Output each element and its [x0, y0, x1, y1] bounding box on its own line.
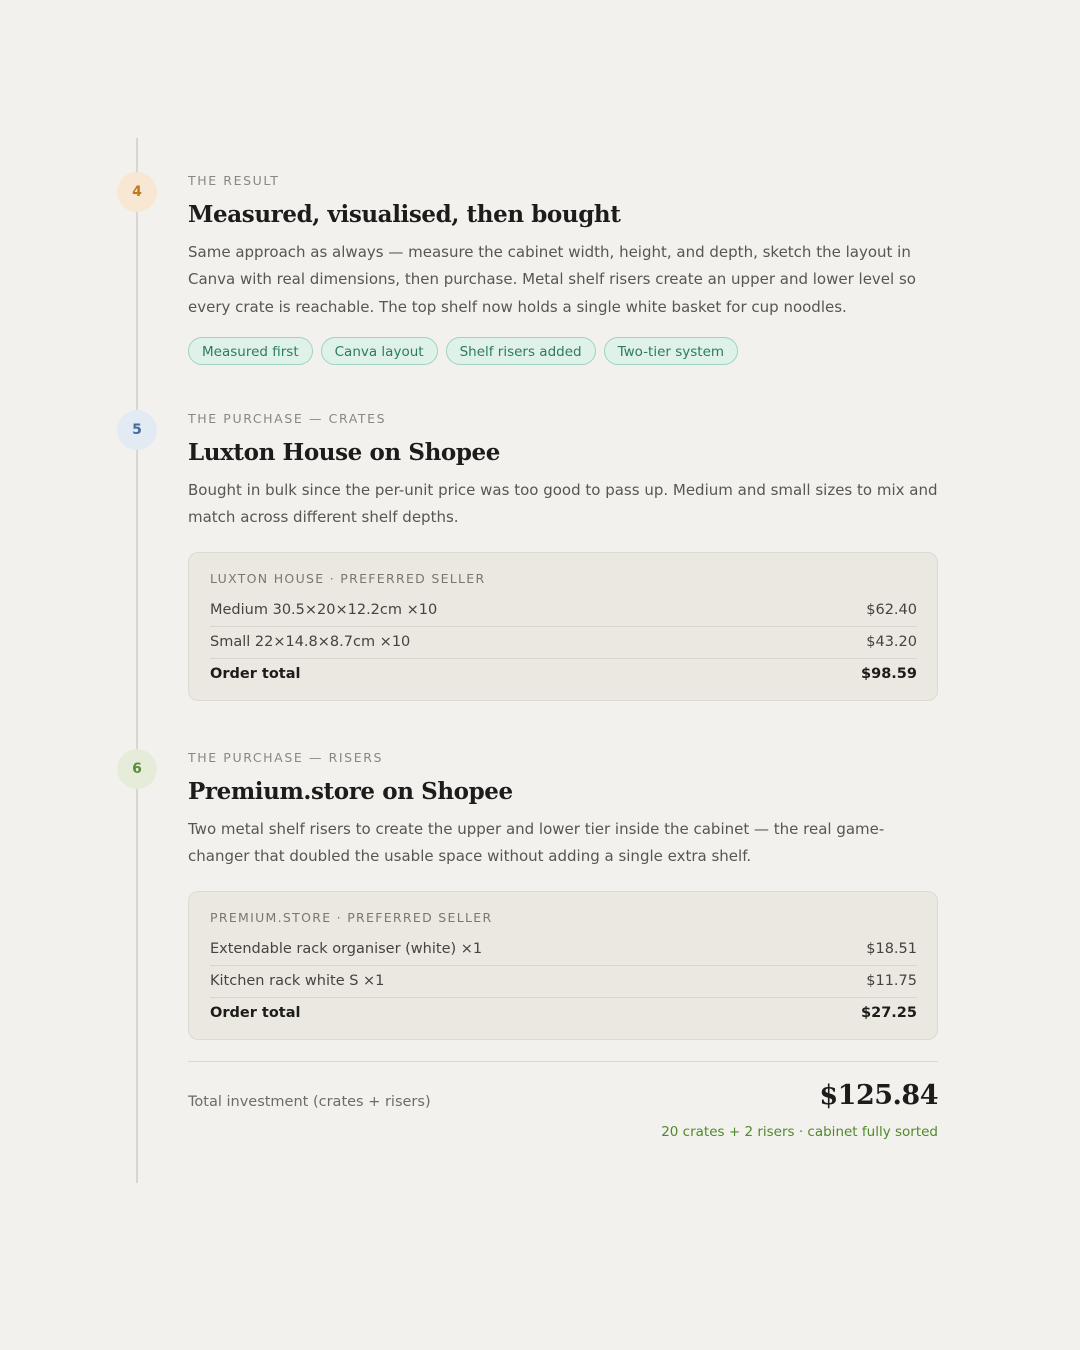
- item-price: $43.20: [866, 634, 917, 651]
- item-price: $18.51: [866, 941, 917, 958]
- order-line-item: [210, 627, 917, 659]
- tag: Two-tier system: [604, 337, 738, 365]
- step-purchase-crates: [188, 410, 938, 701]
- step-body: Same approach as always — measure the cabinet width, height, and depth, sketch the layout in Canva with real dimensions, then purchase. Metal shelf risers create an upper and lower level so every crate is reachable. The top shelf now holds a single white basket for cup noodles.: [188, 243, 916, 316]
- order-total-row: [210, 998, 917, 1029]
- item-name: Kitchen rack white S ×1: [210, 973, 385, 990]
- timeline-line: [136, 138, 138, 1183]
- order-total-label: Order total: [210, 1005, 301, 1022]
- step-eyebrow: THE RESULT: [188, 173, 280, 188]
- step-number-badge: 4: [117, 172, 157, 212]
- step-title: Premium.store on Shopee: [188, 778, 513, 805]
- tag: Canva layout: [321, 337, 438, 365]
- step-result: [188, 172, 938, 365]
- step-body: Bought in bulk since the per-unit price was too good to pass up. Medium and small sizes to mix and match across different shelf depths.: [188, 481, 938, 527]
- item-name: Extendable rack organiser (white) ×1: [210, 941, 483, 958]
- step-number-badge: 6: [117, 749, 157, 789]
- item-price: $11.75: [866, 973, 917, 990]
- tag-list: [188, 337, 938, 365]
- tag: Shelf risers added: [446, 337, 596, 365]
- total-investment-amount: $125.84: [819, 1080, 938, 1111]
- total-investment-note: 20 crates + 2 risers · cabinet fully sorted: [661, 1124, 938, 1140]
- summary-divider: [188, 1061, 938, 1062]
- step-eyebrow: THE PURCHASE — RISERS: [188, 750, 384, 765]
- order-card: [188, 552, 938, 701]
- seller-label: PREMIUM.STORE · PREFERRED SELLER: [210, 909, 493, 925]
- step-eyebrow: THE PURCHASE — CRATES: [188, 411, 387, 426]
- seller-label: LUXTON HOUSE · PREFERRED SELLER: [210, 570, 486, 586]
- item-name: Medium 30.5×20×12.2cm ×10: [210, 602, 438, 619]
- order-card: [188, 891, 938, 1040]
- step-number-badge: 5: [117, 410, 157, 450]
- order-line-item: [210, 595, 917, 627]
- order-total-row: [210, 659, 917, 690]
- order-line-item: [210, 934, 917, 966]
- order-total-value: $98.59: [861, 666, 917, 683]
- order-line-item: [210, 966, 917, 998]
- total-investment-label: Total investment (crates + risers): [188, 1094, 431, 1110]
- step-body: Two metal shelf risers to create the upper and lower tier inside the cabinet — the real game-changer that doubled the usable space without adding a single extra shelf.: [188, 820, 885, 866]
- step-title: Measured, visualised, then bought: [188, 201, 621, 228]
- order-total-value: $27.25: [861, 1005, 917, 1022]
- step-purchase-risers: [188, 749, 938, 1040]
- order-total-label: Order total: [210, 666, 301, 683]
- item-name: Small 22×14.8×8.7cm ×10: [210, 634, 411, 651]
- tag: Measured first: [188, 337, 313, 365]
- step-title: Luxton House on Shopee: [188, 439, 500, 466]
- item-price: $62.40: [866, 602, 917, 619]
